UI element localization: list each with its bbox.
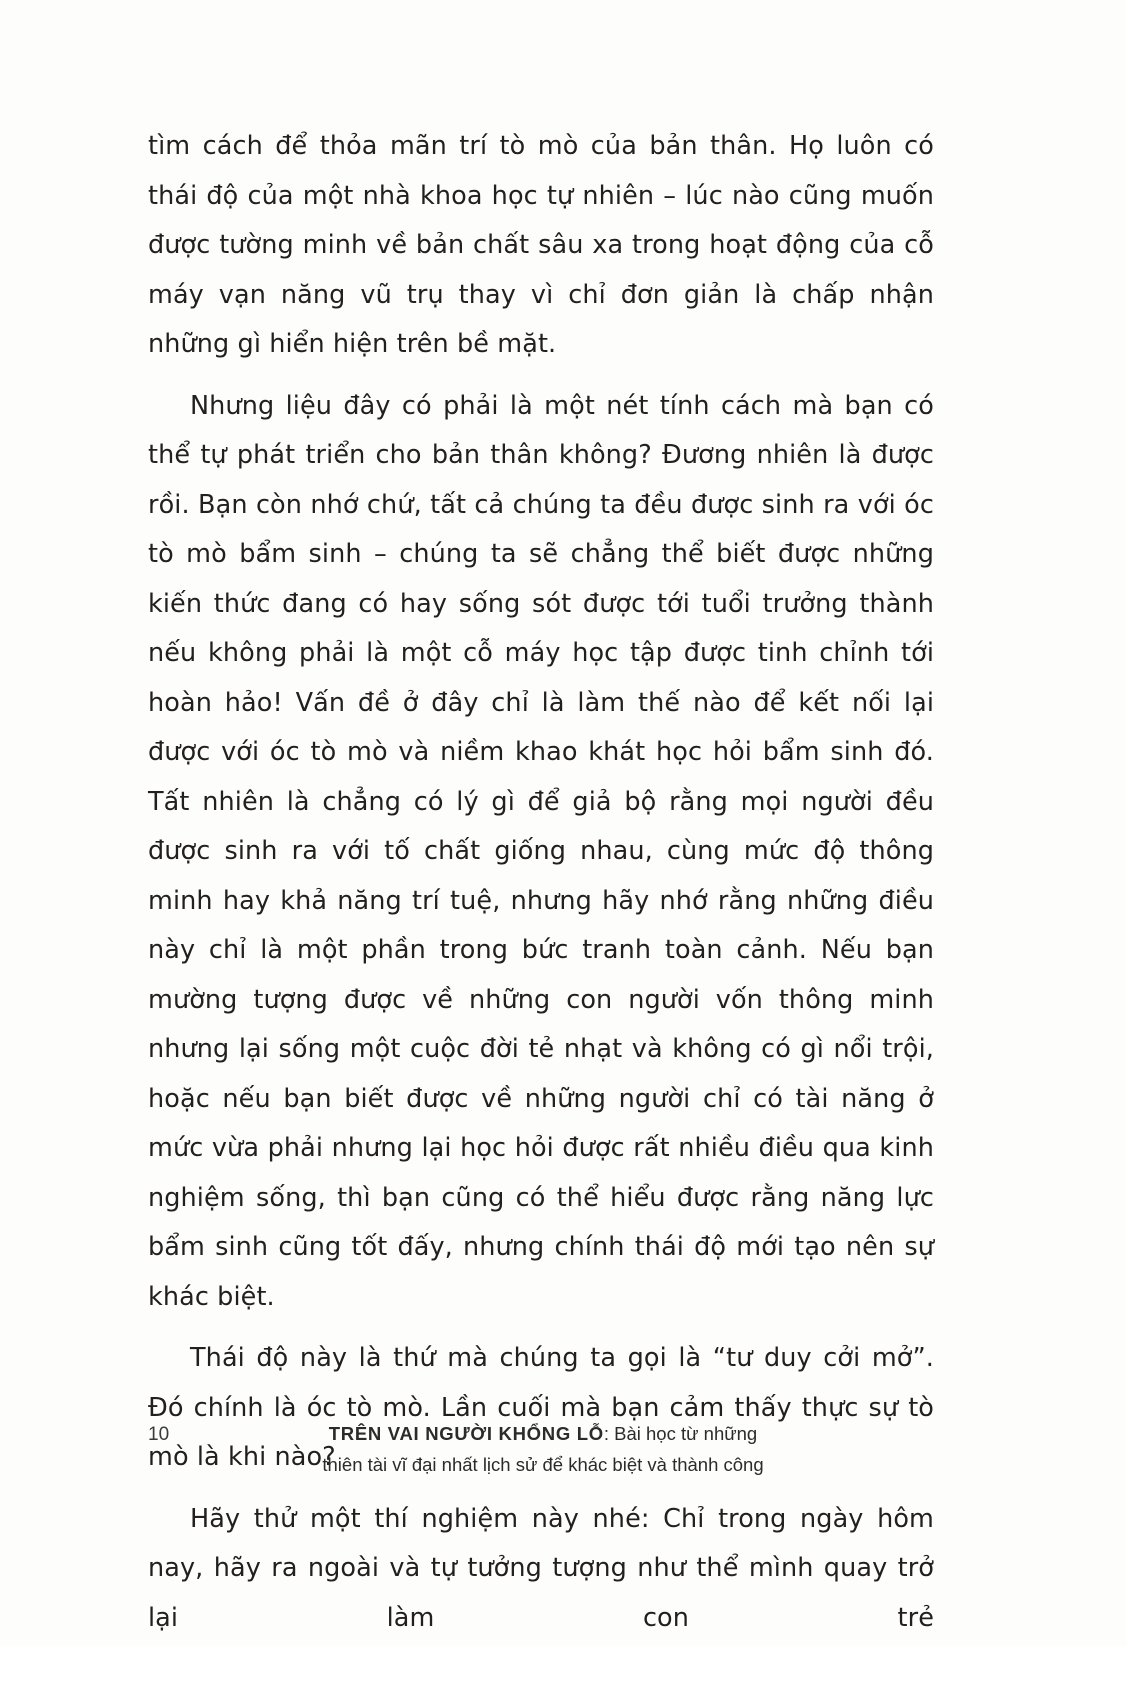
running-head-separator: : Bài học từ những — [603, 1423, 758, 1444]
paragraph: Hãy thử một thí nghiệm này nhé: Chỉ trong ngày hôm nay, hãy ra ngoài và tự tưởng tượng như thể mình quay trở lại làm con trẻ — [148, 1503, 934, 1633]
paragraph: Thái độ này là thứ mà chúng ta gọi là “tư duy cởi mở”. Đó chính là óc tò mò. Lần cuối mà bạn cảm thấy thực sự tò mò là khi nào? — [148, 1343, 934, 1472]
running-head-book-title: TRÊN VAI NGƯỜI KHỔNG LỖ — [328, 1423, 604, 1444]
running-head — [148, 1418, 938, 1480]
running-head-subtitle: thiên tài vĩ đại nhất lịch sử để khác biệt và thành công — [322, 1454, 764, 1475]
paragraph: Nhưng liệu đây có phải là một nét tính cách mà bạn có thể tự phát triển cho bản thân không? Đương nhiên là được rồi. Bạn còn nhớ chứ, tất cả chúng ta đều được sinh ra với óc tò mò bẩm sinh – chúng ta sẽ chẳng thể biết được những kiến thức đang có hay sống sót được tới tuổi trưởng thành nếu không phải là một cỗ máy học tập được tinh chỉnh tới hoàn hảo! Vấn đề ở đây chỉ là làm thế nào để kết nối lại được với óc tò mò và niềm khao khát học hỏi bẩm sinh đó. Tất nhiên là chẳng có lý gì để giả bộ rằng mọi người đều được sinh ra với tố chất giống nhau, cùng mức độ thông minh hay khả năng trí tuệ, nhưng hãy nhớ rằng những điều này chỉ là một phần trong bức tranh toàn cảnh. Nếu bạn mường tượng được về những con người vốn thông minh nhưng lại sống một cuộc đời tẻ nhạt và không có gì nổi trội, hoặc nếu bạn biết được về những người chỉ có tài năng ở mức vừa phải nhưng lại học hỏi được rất nhiều điều qua kinh nghiệm sống, thì bạn cũng có thể hiểu được rằng năng lực bẩm sinh cũng tốt đấy, nhưng chính thái độ mới tạo nên sự khác biệt. — [148, 390, 934, 1312]
paragraph: tìm cách để thỏa mãn trí tò mò của bản thân. Họ luôn có thái độ của một nhà khoa học tự nhiên – lúc nào cũng muốn được tường minh về bản chất sâu xa trong hoạt động của cỗ máy vạn năng vũ trụ thay vì chỉ đơn giản là chấp nhận những gì hiển hiện trên bề mặt. — [148, 131, 934, 359]
page-number: 10 — [148, 1424, 170, 1445]
page-footer — [148, 1418, 938, 1498]
